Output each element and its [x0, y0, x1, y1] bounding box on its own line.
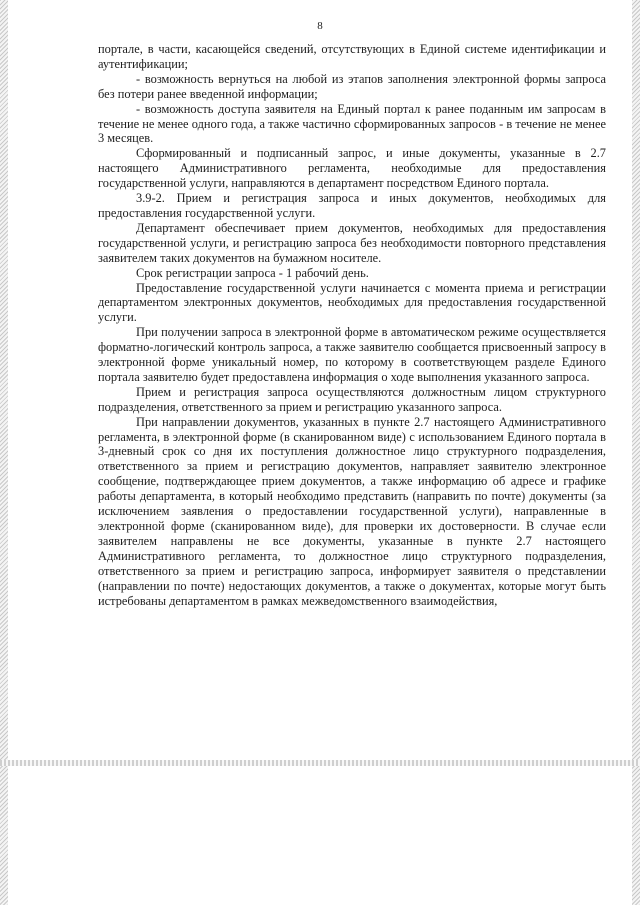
paragraph: При получении запроса в электронной форме в автоматическом режиме осуществляется форматно-логический контроль запроса, а также заявителю сообщается присвоенный запросу в электронной форме уникальный номер, по которому в соответствующем разделе Единого портала заявителю будет предоставлена информация о ходе выполнения указанного запроса. — [98, 325, 606, 384]
paragraph: При направлении документов, указанных в пункте 2.7 настоящего Административного регламента, в электронной форме (в сканированном виде) с использованием Единого портала в 3-дневный срок со дня их поступления должностное лицо структурного подразделения, ответственного за прием и регистрацию документов, направляет заявителю электронное сообщение, подтверждающее прием документов, а также информацию об адресе и графике работы департамента, в который необходимо представить (направить по почте) документы (за исключением заявления о предоставлении государственной услуги), направленные в электронной форме (сканированном виде), для проверки их достоверности. В случае если заявителем направлены не все документы, указанные в пункте 2.7 настоящего Административного регламента, то должностное лицо структурного подразделения, ответственного за прием и регистрацию запроса, информирует заявителя о представлении (направлении по почте) недостающих документов, а также о документах, которые могут быть истребованы департаментом в рамках межведомственного взаимодействия, — [98, 414, 606, 608]
scan-edge-right — [632, 0, 640, 905]
paragraph: портале, в части, касающейся сведений, отсутствующих в Единой системе идентификации и аутентификации; — [98, 42, 606, 71]
paragraph: - возможность вернуться на любой из этапов заполнения электронной формы запроса без потери ранее введенной информации; — [98, 71, 606, 101]
scan-edge-left — [0, 0, 8, 905]
paragraph: Предоставление государственной услуги начинается с момента приема и регистрации департаментом электронных документов, необходимых для предоставления государственной услуги. — [98, 280, 606, 325]
page-number: 8 — [317, 20, 323, 32]
paragraph: Сформированный и подписанный запрос, и иные документы, указанные в 2.7 настоящего Административного регламента, необходимые для предоставления государственной услуги, направляются в департамент посредством Единого портала. — [98, 146, 606, 191]
paragraph: Срок регистрации запроса - 1 рабочий день. — [136, 265, 369, 280]
paragraph: - возможность доступа заявителя на Единый портал к ранее поданным им запросам в течение не менее одного года, а также частично сформированных запросов - в течение не менее 3 месяцев. — [98, 101, 606, 146]
page-fold-line — [0, 760, 640, 766]
paragraph: Прием и регистрация запроса осуществляются должностным лицом структурного подразделения, ответственного за прием и регистрацию указанного запроса. — [98, 384, 606, 414]
document-body — [98, 42, 606, 608]
paragraph: 3.9-2. Прием и регистрация запроса и иных документов, необходимых для предоставления государственной услуги. — [98, 191, 606, 220]
paragraph: Департамент обеспечивает прием документов, необходимых для предоставления государственной услуги, и регистрацию запроса без необходимости повторного представления заявителем таких документов на бумажном носителе. — [98, 220, 606, 265]
